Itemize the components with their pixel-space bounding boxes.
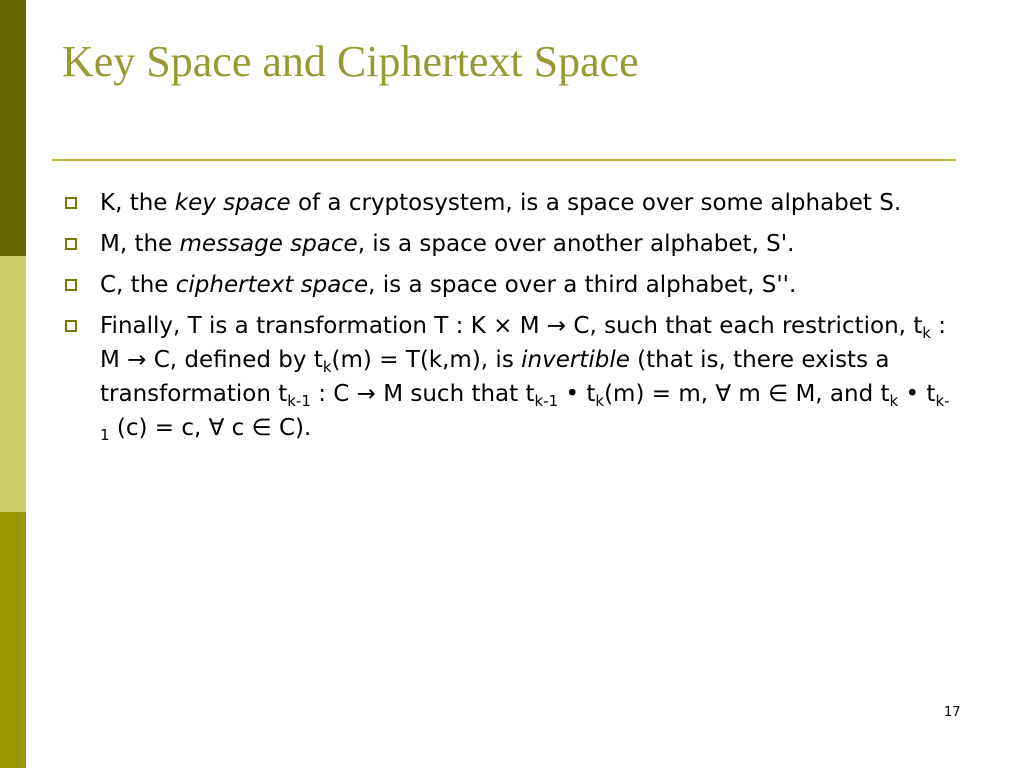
emphasized-term: message space [179,231,358,257]
text-run: (c) = c, ∀ c ∈ C). [109,415,312,441]
hollow-square-bullet-icon [65,197,77,209]
bullet-item [62,309,957,445]
text-run: of a cryptosystem, is a space over some alphabet S. [290,190,902,216]
bullet-item [62,186,957,220]
text-run: : C → M such that t [310,381,535,407]
page-number: 17 [944,705,961,720]
text-run: (m) = T(k,m), is [331,347,522,373]
subscript: k-1 [534,392,559,410]
subscript: k [889,392,899,410]
bullet-list [62,186,957,452]
subscript: k-1 [287,392,311,410]
slide-title: Key Space and Ciphertext Space [62,37,639,86]
bullet-item [62,268,957,302]
text-run: (m) = m, ∀ m ∈ M, and t [604,381,890,407]
hollow-square-bullet-icon [65,279,77,291]
text-run: • t [558,381,596,407]
bullet-text [100,190,901,216]
text-run: (that is, there exists a transformation t [100,347,890,407]
text-run: K, the [100,190,175,216]
subscript: k [595,392,605,410]
side-stripe-bottom [0,512,26,768]
text-run: , is a space over another alphabet, S'. [357,231,795,257]
text-run: M, the [100,231,180,257]
bullet-text [100,231,794,257]
side-stripe-top [0,0,26,256]
text-run: • t [898,381,936,407]
text-run: , is a space over a third alphabet, S''. [368,272,797,298]
bullet-text [100,272,796,298]
hollow-square-bullet-icon [65,238,77,250]
text-run: Finally, T is a transformation T : K × M → C, such that each restriction, t [100,313,923,339]
bullet-item [62,227,957,261]
emphasized-term: key space [174,190,291,216]
text-run: C, the [100,272,176,298]
bullet-text [100,313,950,444]
emphasized-term: invertible [521,347,630,373]
subscript: k [322,358,332,376]
side-stripe-middle [0,256,26,512]
hollow-square-bullet-icon [65,320,77,332]
subscript: k [922,324,931,342]
subscript: k-1 [100,392,950,444]
title-divider [52,159,956,161]
emphasized-term: ciphertext space [175,272,369,298]
text-run: : M → C, defined by t [100,313,947,373]
